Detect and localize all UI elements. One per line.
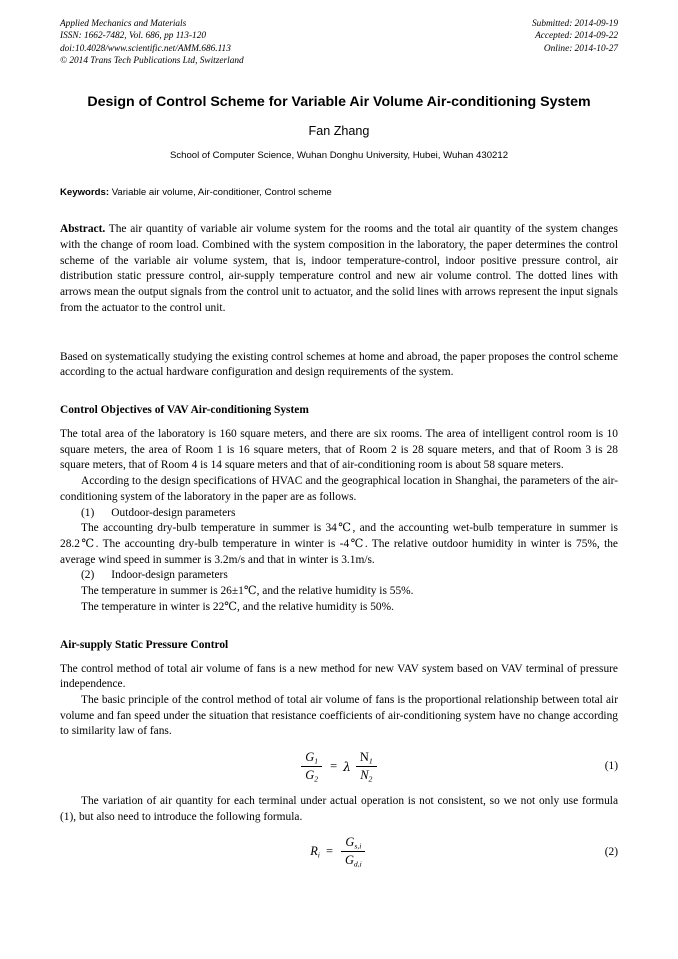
- equation-1-operator: =: [330, 758, 338, 773]
- list-item-label-2: Indoor-design parameters: [111, 569, 228, 582]
- journal-issn: ISSN: 1662-7482, Vol. 686, pp 113-120: [60, 31, 206, 42]
- static-pressure-paragraph-3: The variation of air quantity for each terminal under actual operation is not consistent, so we not only use formula (1), but also need to introduce the following formula.: [60, 795, 618, 823]
- equation-1-number: (1): [604, 760, 618, 773]
- page-title: Design of Control Scheme for Variable Air Volume Air-conditioning System: [87, 94, 591, 111]
- equation-2-expression: [310, 835, 368, 868]
- equation-1-rhs-fraction: [356, 750, 377, 783]
- journal-header: [60, 18, 618, 67]
- accepted-date: Accepted: 2014-09-22: [535, 31, 618, 42]
- equation-1-expression: [299, 750, 378, 783]
- static-pressure-paragraph-2: The basic principle of the control method of total air volume of fans is the proportional relationship between total air volume and fan speed under the situation that resistance coefficients of air-conditioning system have no change according to similarity law of fans.: [60, 693, 618, 738]
- journal-name: Applied Mechanics and Materials: [60, 19, 187, 29]
- control-objectives-paragraph-1: The total area of the laboratory is 160 square meters, and there are six rooms. The area of intelligent control room is 10 square meters, the area of Room 1 is 16 square meters, that of Room 2 is 28 square meters, and that of Room 3 is 28 square meters, that of Room 4 is 14 square meters and that of air-conditioning room is about 58 square meters.: [60, 427, 618, 472]
- section-heading-static-pressure: Air-supply Static Pressure Control: [60, 638, 229, 651]
- author-name: Fan Zhang: [308, 124, 370, 139]
- section-heading-control-objectives: Control Objectives of VAV Air-conditioning System: [60, 404, 309, 417]
- control-objectives-paragraph-2: According to the design specifications of HVAC and the geographical location in Shanghai, the parameters of the air-conditioning system of the laboratory in the paper are as follows.: [60, 475, 618, 503]
- equation-2-operator: =: [325, 844, 333, 859]
- keywords-value: Variable air volume, Air-conditioner, Control scheme: [111, 187, 332, 199]
- equation-1-row: [60, 746, 618, 786]
- indoor-summer-text: The temperature in summer is 26±1℃, and the relative humidity is 55%.: [81, 585, 414, 598]
- keywords-line: [60, 187, 618, 198]
- equation-1-coefficient: λ: [343, 758, 351, 774]
- online-date: Online: 2014-10-27: [543, 43, 618, 54]
- abstract-label: Abstract.: [60, 223, 106, 236]
- equation-1-lhs-fraction: [301, 750, 322, 783]
- list-item-number-2: (2): [81, 569, 95, 582]
- list-item-indoor-parameters: [60, 568, 618, 584]
- list-item-number-1: (1): [81, 506, 95, 519]
- journal-header-left: [60, 18, 244, 67]
- equation-2-number: (2): [604, 845, 618, 858]
- outdoor-parameters-text: The accounting dry-bulb temperature in summer is 34℃, and the accounting wet-bulb temperature in summer is 28.2℃. The accounting dry-bulb temperature in winter is -4℃. The relative outdoor humidity in winter is 75%, the average wind speed in summer is 3.2m/s and that in winter is 3.1m/s.: [60, 522, 618, 566]
- indoor-winter-text: The temperature in winter is 22℃, and the relative humidity is 50%.: [81, 600, 394, 613]
- journal-doi: doi:10.4028/www.scientific.net/AMM.686.113: [60, 43, 231, 54]
- equation-2-rhs-fraction: [341, 835, 366, 868]
- intro-paragraph: Based on systematically studying the existing control schemes at home and abroad, the paper proposes the control scheme according to the actual hardware configuration and design requirements of the system.: [60, 350, 618, 379]
- equation-2-rhs-denominator: $G_{d,i}$: [344, 853, 362, 869]
- static-pressure-paragraph-1: The control method of total air volume of fans is a new method for new VAV system based on VAV terminal of pressure independence.: [60, 662, 618, 691]
- keywords-label: Keywords:: [60, 187, 110, 199]
- list-item-label-1: Outdoor-design parameters: [111, 506, 236, 519]
- equation-1-rhs-denominator: $N_2$: [360, 767, 373, 784]
- equation-1-rhs-numerator: $N_1$: [356, 750, 377, 767]
- author-affiliation: School of Computer Science, Wuhan Donghu University, Hubei, Wuhan 430212: [169, 150, 509, 162]
- journal-copyright: © 2014 Trans Tech Publications Ltd, Switzerland: [60, 56, 244, 67]
- journal-header-right: [532, 18, 618, 55]
- abstract-text: The air quantity of variable air volume system for the rooms and the total air quantity of the system changes with the change of room load. Combined with the system composition in the laboratory, the paper determines the control scheme of the variable air volume system, that is, indoor temperature-control, indoor positive pressure control, air distribution static pressure control, air-supply temperature control and new air volume control. The dotted lines with arrows mean the output signals from the control unit to actuator, and the solid lines with arrows represent the input signals from the actuator to the control unit.: [60, 223, 618, 314]
- equation-2-row: [60, 832, 618, 872]
- equation-2-rhs-numerator: $G_{s,i}$: [341, 835, 365, 852]
- equation-2-lhs: $R_i$: [310, 844, 320, 860]
- list-item-outdoor-parameters: [60, 506, 618, 522]
- equation-1-lhs-numerator: $G_1$: [301, 750, 322, 767]
- submitted-date: Submitted: 2014-09-19: [532, 19, 618, 29]
- equation-1-lhs-denominator: $G_2$: [305, 767, 319, 784]
- abstract-paragraph: [60, 222, 618, 316]
